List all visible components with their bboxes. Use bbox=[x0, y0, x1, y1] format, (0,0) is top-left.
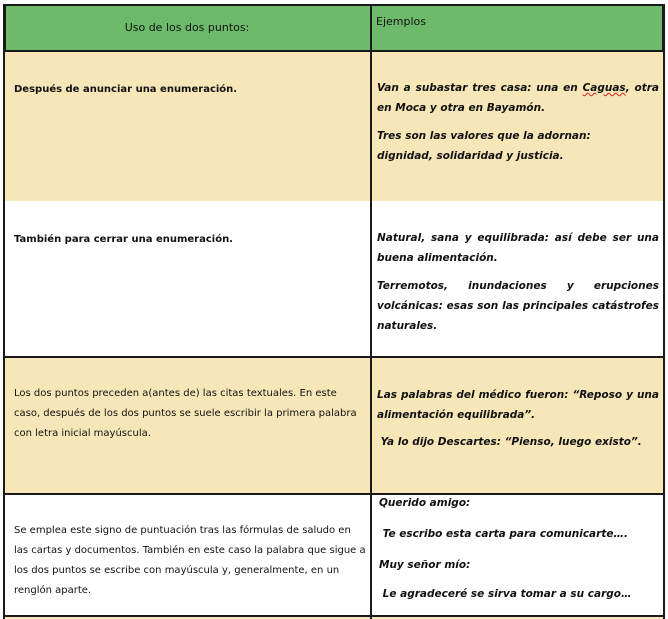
example-1-1 bbox=[377, 78, 659, 118]
example-4-4: Le agradeceré se sirva tomar a su cargo… bbox=[379, 588, 632, 600]
row-divider bbox=[4, 615, 665, 617]
header-examples: Ejemplos bbox=[376, 15, 426, 28]
usage-cell-1: Después de anunciar una enumeración. bbox=[14, 84, 238, 95]
header-usage: Uso de los dos puntos: bbox=[124, 21, 250, 34]
row-divider bbox=[4, 493, 665, 495]
example-2-1: Natural, sana y equilibrada: así debe ser una buena alimentación. bbox=[377, 232, 659, 264]
example-3-2: Ya lo dijo Descartes: “Pienso, luego existo”. bbox=[377, 436, 642, 448]
left-border bbox=[3, 4, 5, 619]
spellcheck-flagged-word: Caguas bbox=[582, 82, 626, 94]
example-text: , otra en Moca y otra en Bayamón. bbox=[377, 82, 659, 114]
example-3-1: Las palabras del médico fueron: “Reposo y una alimentación equilibrada”. bbox=[377, 389, 659, 421]
example-text: Van a subastar tres casa: una en bbox=[377, 82, 583, 94]
usage-cell-2: También para cerrar una enumeración. bbox=[14, 234, 233, 245]
example-4-3: Muy señor mío: bbox=[379, 559, 471, 571]
row-divider bbox=[4, 356, 665, 358]
usage-cell-4: Se emplea este signo de puntuación tras las fórmulas de saludo en las cartas y documentos. También en este caso la palabra que sigue a los dos puntos se escribe con mayúscula y, generalmente, en un renglón aparte. bbox=[14, 525, 366, 596]
usage-cell-3: Los dos puntos preceden a(antes de) las citas textuales. En este caso, después de los dos puntos se suele escribir la primera palabra con letra inicial mayúscula. bbox=[14, 388, 357, 439]
example-4-2: Te escribo esta carta para comunicarte…. bbox=[379, 528, 628, 540]
right-border bbox=[663, 4, 665, 619]
column-divider bbox=[370, 4, 372, 619]
example-2-2: Terremotos, inundaciones y erupciones volcánicas: esas son las principales catástrofes naturales. bbox=[377, 280, 659, 332]
example-4-1: Querido amigo: bbox=[379, 497, 471, 509]
example-1-2: Tres son las valores que la adornan: dignidad, solidaridad y justicia. bbox=[377, 130, 591, 162]
